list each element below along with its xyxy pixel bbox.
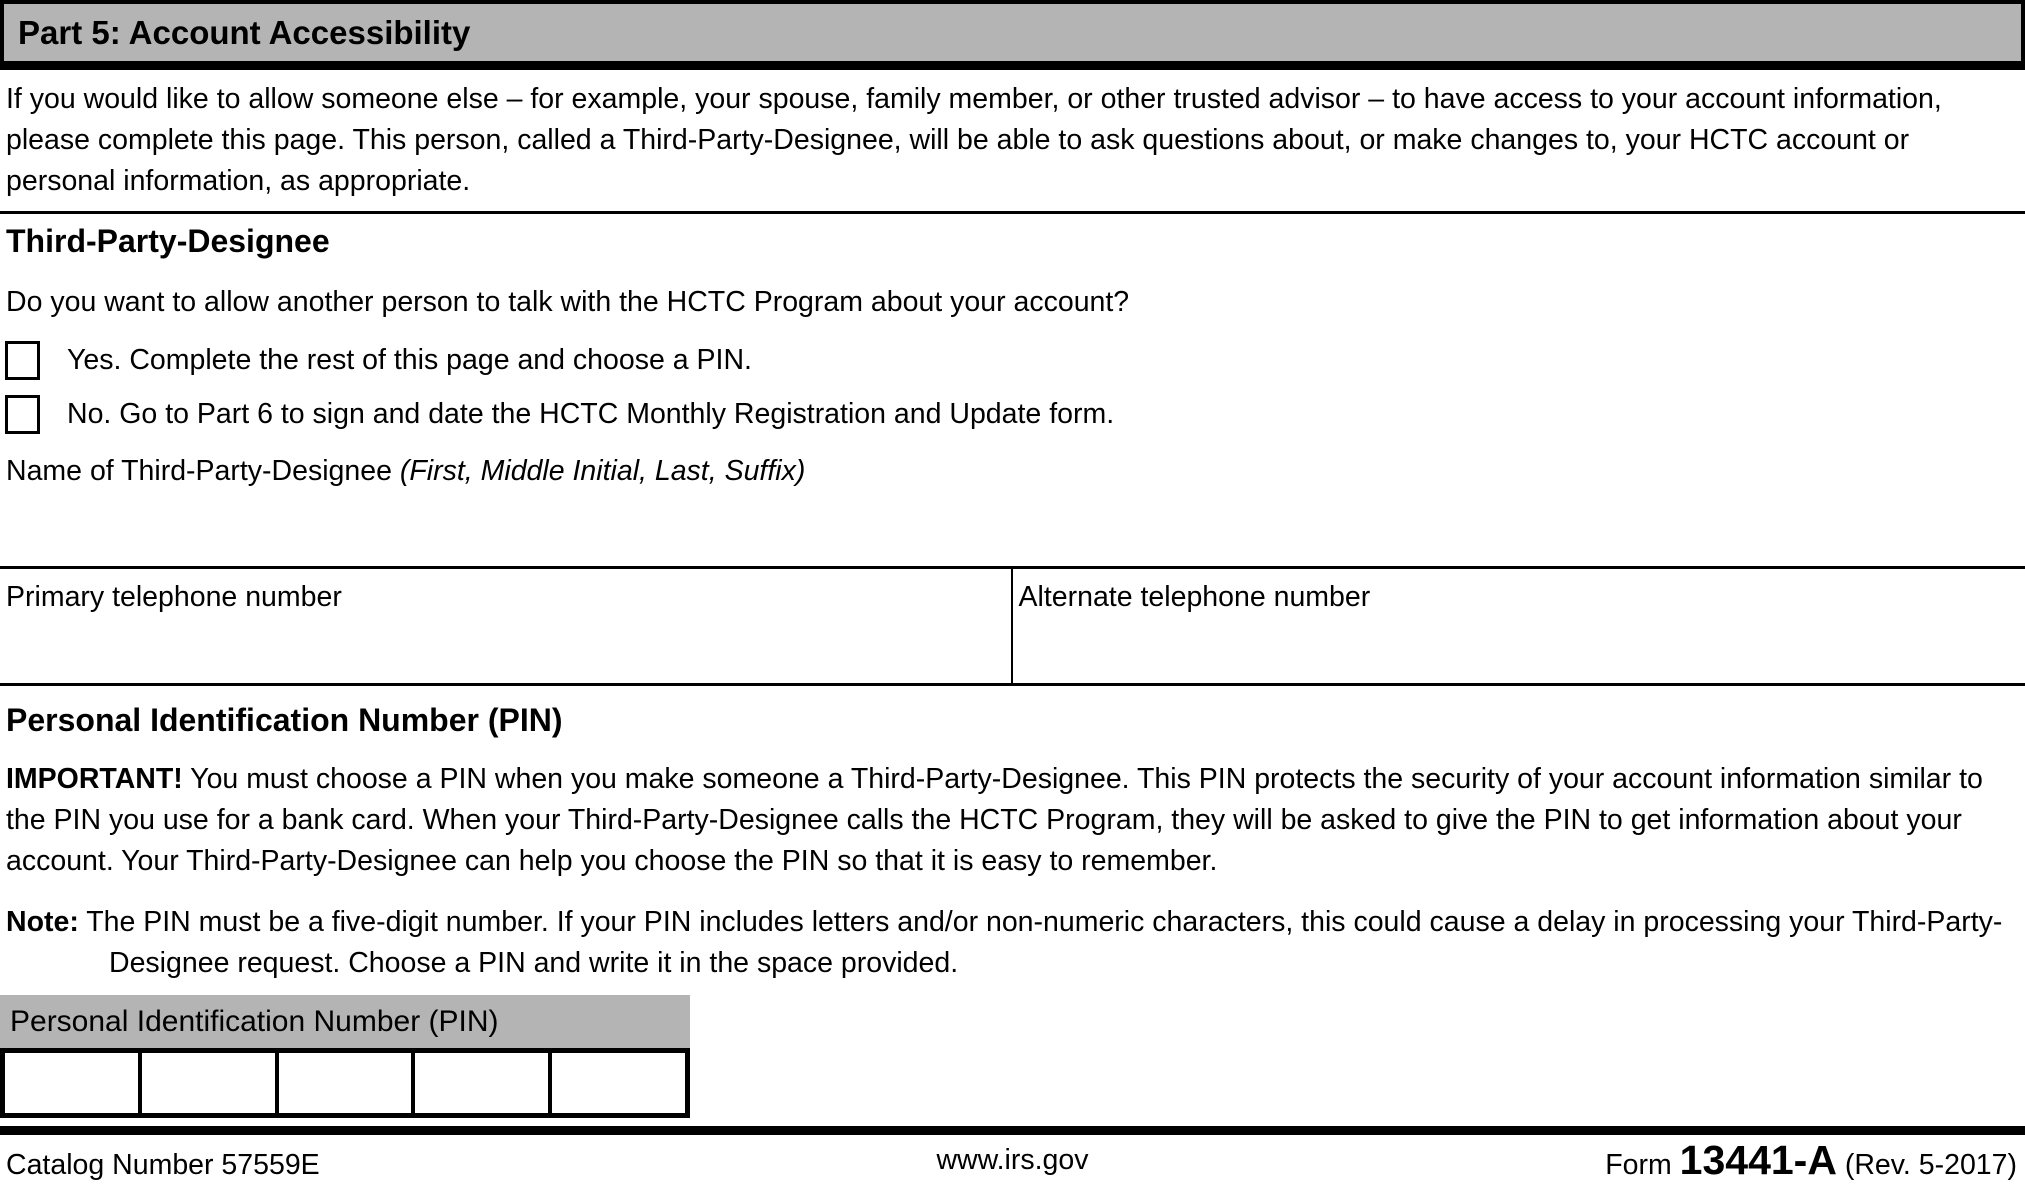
no-checkbox[interactable]	[5, 395, 40, 434]
irs-website-text: www.irs.gov	[936, 1144, 1089, 1176]
important-lead: IMPORTANT!	[6, 763, 183, 795]
designee-name-hint: (First, Middle Initial, Last, Suffix)	[399, 455, 806, 487]
yes-checkbox[interactable]	[5, 341, 40, 380]
part5-header-bar	[0, 0, 2025, 70]
third-party-question: Do you want to allow another person to talk with the HCTC Program about your account?	[6, 286, 1130, 318]
pin-box-label-bar	[0, 995, 690, 1048]
note-text: The PIN must be a five-digit number. If your PIN includes letters and/or non-numeric characters, this could cause a delay in processing your Third-Party-Designee request. Choose a PIN and write it in the space provided.	[78, 906, 2003, 979]
footer-divider-rule	[0, 1126, 2025, 1135]
catalog-number: Catalog Number 57559E	[6, 1149, 320, 1181]
primary-telephone-field[interactable]	[0, 569, 1013, 683]
designee-name-label: Name of Third-Party-Designee	[6, 455, 392, 487]
telephone-table	[0, 566, 2025, 686]
yes-option-row	[5, 340, 2025, 381]
form-revision: (Rev. 5-2017)	[1844, 1149, 2017, 1181]
primary-telephone-label: Primary telephone number	[6, 581, 342, 613]
footer	[0, 1135, 2025, 1186]
alternate-telephone-field[interactable]	[1013, 569, 2025, 683]
pin-box-label: Personal Identification Number (PIN)	[10, 1005, 499, 1038]
part5-title: Part 5: Account Accessibility	[18, 14, 471, 51]
pin-digit-cell-4[interactable]	[415, 1053, 552, 1113]
yes-option-label: Yes. Complete the rest of this page and choose a PIN.	[67, 344, 752, 376]
designee-name-field[interactable]	[0, 492, 2025, 566]
pin-note-paragraph	[6, 902, 2017, 984]
form-number: 13441-A	[1679, 1137, 1837, 1183]
note-lead: Note:	[6, 906, 79, 938]
pin-section-heading: Personal Identification Number (PIN)	[6, 702, 563, 738]
pin-digit-boxes	[0, 1048, 690, 1118]
designee-name-label-line	[6, 451, 2025, 492]
form-word: Form	[1605, 1149, 1672, 1181]
pin-digit-cell-5[interactable]	[552, 1053, 685, 1113]
pin-digit-cell-1[interactable]	[5, 1053, 142, 1113]
no-option-label: No. Go to Part 6 to sign and date the HCTC Monthly Registration and Update form.	[67, 398, 1115, 430]
third-party-designee-heading: Third-Party-Designee	[6, 223, 330, 259]
important-text: You must choose a PIN when you make someone a Third-Party-Designee. This PIN protects the security of your account information similar to the PIN you use for a bank card. When your Third-Party-Designee calls the HCTC Program, they will be asked to give the PIN to get information about your account. Your Third-Party-Designee can help you choose the PIN so that it is easy to remember.	[6, 763, 1983, 877]
pin-digit-cell-2[interactable]	[142, 1053, 279, 1113]
pin-digit-cell-3[interactable]	[279, 1053, 416, 1113]
pin-important-paragraph	[6, 759, 2017, 882]
alternate-telephone-label: Alternate telephone number	[1018, 581, 1371, 613]
intro-paragraph: If you would like to allow someone else – for example, your spouse, family member, or other trusted advisor – to have access to your account information, please complete this page. This person, called a Third-Party-Designee, will be able to ask questions about, or make changes to, your HCTC account or personal information, as appropriate.	[0, 70, 2025, 214]
no-option-row	[5, 394, 2025, 435]
